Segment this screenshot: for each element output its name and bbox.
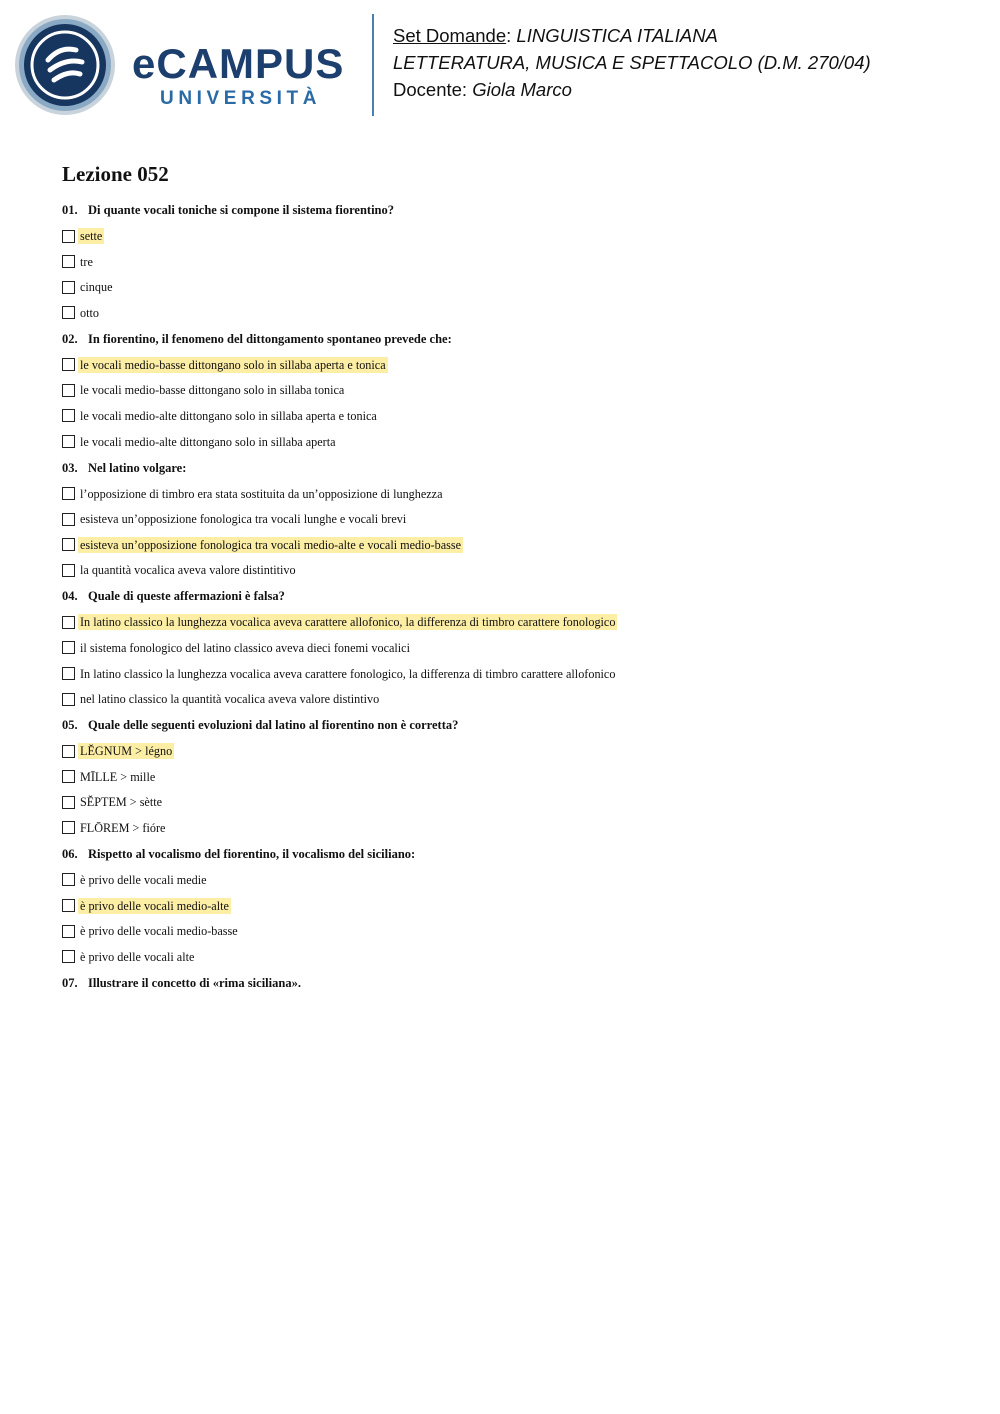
answer-option[interactable] — [62, 923, 962, 939]
answer-checkbox[interactable] — [62, 409, 75, 422]
answer-text: l’opposizione di timbro era stata sostituita da un’opposizione di lunghezza — [80, 486, 443, 501]
answer-checkbox[interactable] — [62, 821, 75, 834]
answer-option[interactable] — [62, 382, 962, 398]
teacher-line — [393, 76, 871, 103]
answer-text: FLŌREM > fióre — [80, 820, 166, 835]
answer-text-highlighted: LĔGNUM > légno — [80, 744, 173, 759]
answer-checkbox[interactable] — [62, 950, 75, 963]
question-number: 06. — [62, 846, 78, 861]
answer-option[interactable] — [62, 279, 962, 295]
answer-option[interactable] — [62, 872, 962, 888]
question-block — [62, 717, 962, 836]
question-title — [62, 588, 962, 604]
page-header — [0, 0, 1000, 130]
answer-option[interactable] — [62, 691, 962, 707]
answer-checkbox[interactable] — [62, 641, 75, 654]
answer-text: cinque — [80, 280, 113, 295]
question-text: In fiorentino, il fenomeno del dittongamento spontaneo prevede che: — [88, 331, 452, 346]
answer-checkbox[interactable] — [62, 796, 75, 809]
answer-text: esisteva un’opposizione fonologica tra vocali lunghe e vocali brevi — [80, 512, 407, 527]
answer-option[interactable] — [62, 898, 962, 914]
answer-text: tre — [80, 254, 93, 269]
answer-checkbox[interactable] — [62, 281, 75, 294]
course-line: LETTERATURA, MUSICA E SPETTACOLO (D.M. 270/04) — [393, 52, 871, 73]
header-divider — [372, 14, 374, 116]
answer-option[interactable] — [62, 486, 962, 502]
question-list — [62, 202, 962, 991]
question-block — [62, 975, 962, 991]
answer-option[interactable] — [62, 305, 962, 321]
set-label: Set Domande — [393, 25, 507, 46]
answer-text-highlighted: esisteva un’opposizione fonologica tra vocali medio-alte e vocali medio-basse — [80, 537, 462, 552]
answer-option[interactable] — [62, 511, 962, 527]
question-number: 01. — [62, 203, 78, 217]
answer-text: è privo delle vocali medie — [80, 872, 207, 887]
question-text: Quale delle seguenti evoluzioni dal latino al fiorentino non è corretta? — [88, 718, 459, 733]
answer-text: In latino classico la lunghezza vocalica aveva carattere fonologico, la differenza di timbro carattere allofonico — [80, 666, 616, 681]
answer-checkbox[interactable] — [62, 616, 75, 629]
answer-text: nel latino classico la quantità vocalica aveva valore distintivo — [80, 692, 380, 707]
answer-option[interactable] — [62, 640, 962, 656]
question-set — [62, 160, 962, 1001]
answer-checkbox[interactable] — [62, 745, 75, 758]
answer-checkbox[interactable] — [62, 435, 75, 448]
teacher-name: Giola Marco — [472, 79, 572, 100]
answer-checkbox[interactable] — [62, 538, 75, 551]
question-title — [62, 331, 962, 347]
answer-option[interactable] — [62, 666, 962, 682]
answer-text-highlighted: è privo delle vocali medio-alte — [80, 898, 229, 913]
answer-option[interactable] — [62, 743, 962, 759]
answer-text-highlighted: le vocali medio-basse dittongano solo in sillaba aperta e tonica — [80, 357, 386, 372]
answer-text: le vocali medio-alte dittongano solo in sillaba aperta — [80, 434, 336, 449]
logo-brand-text: eCAMPUS — [132, 40, 345, 87]
answer-checkbox[interactable] — [62, 873, 75, 886]
answer-text: le vocali medio-alte dittongano solo in sillaba aperta e tonica — [80, 408, 377, 423]
answer-text-highlighted: sette — [80, 229, 103, 243]
answer-checkbox[interactable] — [62, 358, 75, 371]
answer-option[interactable] — [62, 357, 962, 373]
answer-option[interactable] — [62, 769, 962, 785]
answer-checkbox[interactable] — [62, 255, 75, 268]
question-block — [62, 460, 962, 579]
lesson-title: Lezione 052 — [62, 162, 169, 186]
answer-option[interactable] — [62, 408, 962, 424]
answer-text: MĪLLE > mille — [80, 769, 156, 784]
answer-option[interactable] — [62, 434, 962, 450]
set-line — [393, 22, 871, 49]
answer-option[interactable] — [62, 614, 962, 630]
set-value: LINGUISTICA ITALIANA — [516, 25, 718, 46]
answer-checkbox[interactable] — [62, 667, 75, 680]
question-text: Illustrare il concetto di «rima siciliana». — [88, 975, 301, 990]
question-title — [62, 460, 962, 476]
header-info — [393, 22, 871, 103]
logo-subtitle-text: UNIVERSITÀ — [160, 88, 322, 109]
question-text: Quale di queste affermazioni è falsa? — [88, 589, 285, 604]
answer-option[interactable] — [62, 537, 962, 553]
ecampus-wordmark — [132, 40, 344, 110]
question-number: 07. — [62, 975, 78, 990]
question-title — [62, 975, 962, 991]
answer-text: la quantità vocalica aveva valore distintitivo — [80, 563, 296, 578]
answer-checkbox[interactable] — [62, 384, 75, 397]
answer-option[interactable] — [62, 949, 962, 965]
answer-checkbox[interactable] — [62, 513, 75, 526]
answer-text: il sistema fonologico del latino classico aveva dieci fonemi vocalici — [80, 640, 410, 655]
answer-checkbox[interactable] — [62, 899, 75, 912]
answer-option[interactable] — [62, 562, 962, 578]
answer-text: le vocali medio-basse dittongano solo in sillaba tonica — [80, 383, 345, 398]
question-title — [62, 202, 962, 218]
answer-checkbox[interactable] — [62, 770, 75, 783]
answer-option[interactable] — [62, 254, 962, 270]
answer-option[interactable] — [62, 820, 962, 836]
question-text: Rispetto al vocalismo del fiorentino, il vocalismo del siciliano: — [88, 846, 416, 861]
question-number: 02. — [62, 331, 78, 346]
answer-text: otto — [80, 305, 99, 320]
question-text: Di quante vocali toniche si compone il sistema fiorentino? — [88, 203, 395, 217]
answer-option[interactable] — [62, 794, 962, 810]
question-block — [62, 202, 962, 321]
answer-text: è privo delle vocali medio-basse — [80, 924, 238, 939]
answer-option[interactable] — [62, 228, 962, 244]
answer-checkbox[interactable] — [62, 306, 75, 319]
answer-text: SĔPTEM > sètte — [80, 795, 163, 810]
question-block — [62, 331, 962, 450]
ecampus-seal-logo — [14, 14, 116, 116]
question-number: 05. — [62, 718, 78, 733]
set-separator: : — [506, 25, 517, 46]
answer-text: è privo delle vocali alte — [80, 949, 195, 964]
question-block — [62, 846, 962, 965]
answer-text-highlighted: In latino classico la lunghezza vocalica aveva carattere allofonico, la differenza di timbro carattere fonologico — [80, 615, 616, 630]
question-number: 04. — [62, 589, 78, 604]
answer-checkbox[interactable] — [62, 487, 75, 500]
teacher-label: Docente: — [393, 79, 473, 100]
question-title — [62, 717, 962, 733]
answer-checkbox[interactable] — [62, 564, 75, 577]
answer-checkbox[interactable] — [62, 925, 75, 938]
question-text: Nel latino volgare: — [88, 460, 187, 475]
answer-checkbox[interactable] — [62, 693, 75, 706]
question-number: 03. — [62, 460, 78, 475]
question-title — [62, 846, 962, 862]
question-block — [62, 588, 962, 707]
answer-checkbox[interactable] — [62, 230, 75, 243]
